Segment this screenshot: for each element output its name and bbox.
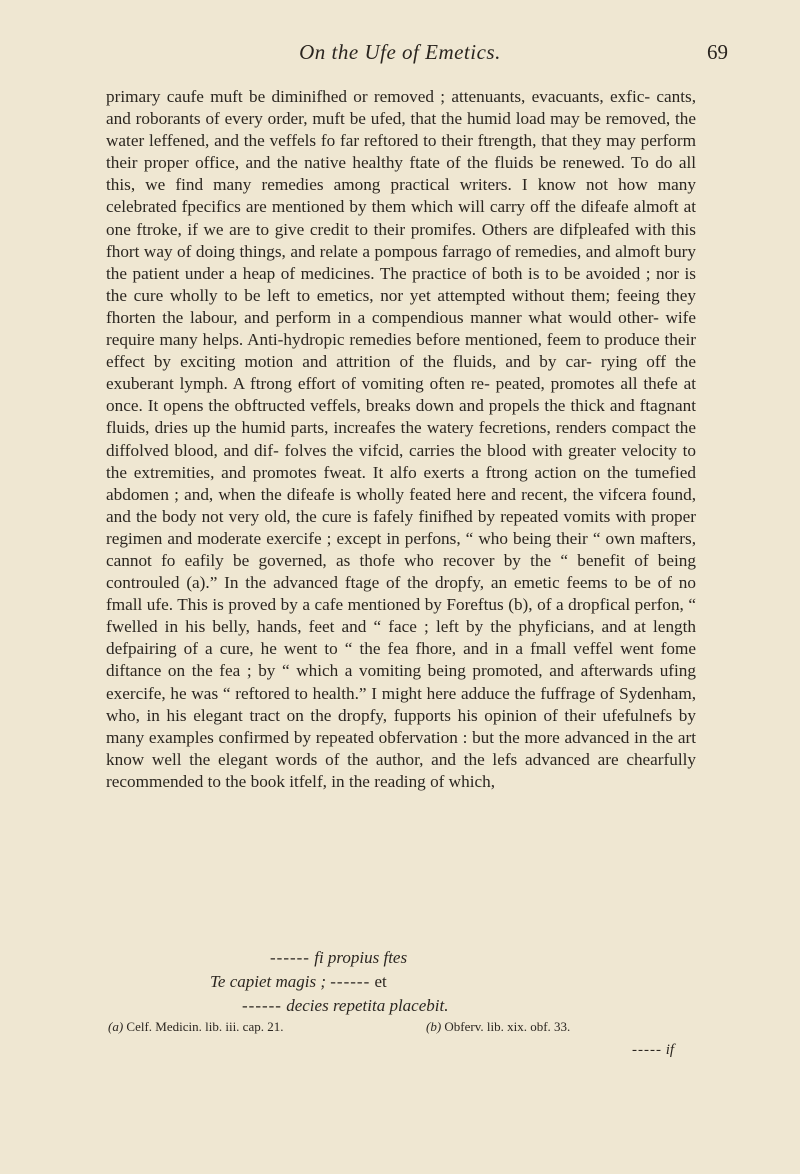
verse-dash: ------ bbox=[330, 972, 371, 991]
verse-line-1 bbox=[210, 946, 630, 970]
body-paragraph: primary caufe muft be diminifhed or removed ; attenuants, evacuants, exfic- cants, and roborants of every order, muft be ufed, that the humid load may be removed, the water leffened, and the veffels fo far reftored to their ftrength, that they may perform their proper office, and the native healthy ftate of the fluids be renewed. To do all this, we find many remedies among practical writers. I know not how many celebrated fpecifics are mentioned by them which will carry off the difeafe almoft at one ftroke, if we are to give credit to their promifes. Others are difpleafed with this fhort way of doing things, and relate a pompous farrago of remedies, and almoft bury the patient under a heap of medicines. The practice of both is to be avoided ; nor is the cure wholly to be left to emetics, nor yet attempted without them; feeing they fhorten the labour, and perform in a compendious manner what would other- wife require many helps. Anti-hydropic remedies before mentioned, feem to produce their effect by exciting motion and attrition of the fluids, and by car- rying off the exuberant lymph. A ftrong effort of vomiting often re- peated, promotes all thefe at once. It opens the obftructed veffels, breaks down and propels the thick and ftagnant fluids, dries up the humid parts, increafes the watery fecretions, renders compact the diffolved blood, and dif- folves the vifcid, carries the blood with greater velocity to the extremities, and promotes fweat. It alfo exerts a ftrong action on the tumefied abdomen ; and, when the difeafe is wholly feated here and recent, the vifcera found, and the body not very old, the cure is fafely finifhed by repeated vomits with proper regimen and moderate exercife ; except in perfons, “ who being their “ own mafters, cannot fo eafily be governed, as thofe who recover by the “ benefit of being controuled (a).” In the advanced ftage of the dropfy, an emetic feems to be of no fmall ufe. This is proved by a cafe mentioned by Foreftus (b), of a dropfical perfon, “ fwelled in his belly, hands, feet and “ face ; left by the phyficians, and at length defpairing of a cure, he went to “ the fea fhore, and in a fmall veffel went fome diftance on the fea ; by “ which a vomiting being promoted, and afterwards ufing exercife, he was “ reftored to health.” I might here adduce the fuffrage of Sydenham, who, in his elegant tract on the dropfy, fupports his opinion of their ufefulnefs by many examples confirmed by repeated obfervation : but the more advanced in the art know well the elegant words of the author, and the lefs advanced are chearfully recommended to the book itfelf, in the reading of which, bbox=[106, 87, 696, 791]
page-number: 69 bbox=[707, 40, 728, 64]
catchword-text: if bbox=[665, 1042, 675, 1058]
verse-dash: ------ bbox=[270, 948, 310, 967]
footnote-a bbox=[108, 1018, 283, 1036]
running-title: On the Ufe of Emetics. bbox=[299, 40, 501, 64]
catchword bbox=[632, 1042, 674, 1059]
latin-verse-quotation bbox=[210, 946, 630, 1018]
footnote-text: Obferv. lib. xix. obf. 33. bbox=[444, 1019, 571, 1034]
footnote-mark: (a) bbox=[108, 1019, 124, 1034]
verse-text: et bbox=[374, 972, 387, 991]
footnote-text: Celf. Medicin. lib. iii. cap. 21. bbox=[126, 1019, 284, 1034]
verse-text: decies repetita placebit. bbox=[286, 996, 449, 1015]
verse-dash: ------ bbox=[242, 996, 282, 1015]
body-text bbox=[106, 86, 696, 793]
verse-line-2 bbox=[210, 970, 630, 994]
footnote-b bbox=[426, 1018, 570, 1036]
verse-line-3 bbox=[210, 994, 630, 1018]
verse-text: fi propius ftes bbox=[314, 948, 408, 967]
footnote-mark: (b) bbox=[426, 1019, 442, 1034]
page-header bbox=[110, 40, 728, 68]
catchword-dash: ----- bbox=[632, 1042, 662, 1058]
verse-text: Te capiet magis ; bbox=[210, 972, 327, 991]
